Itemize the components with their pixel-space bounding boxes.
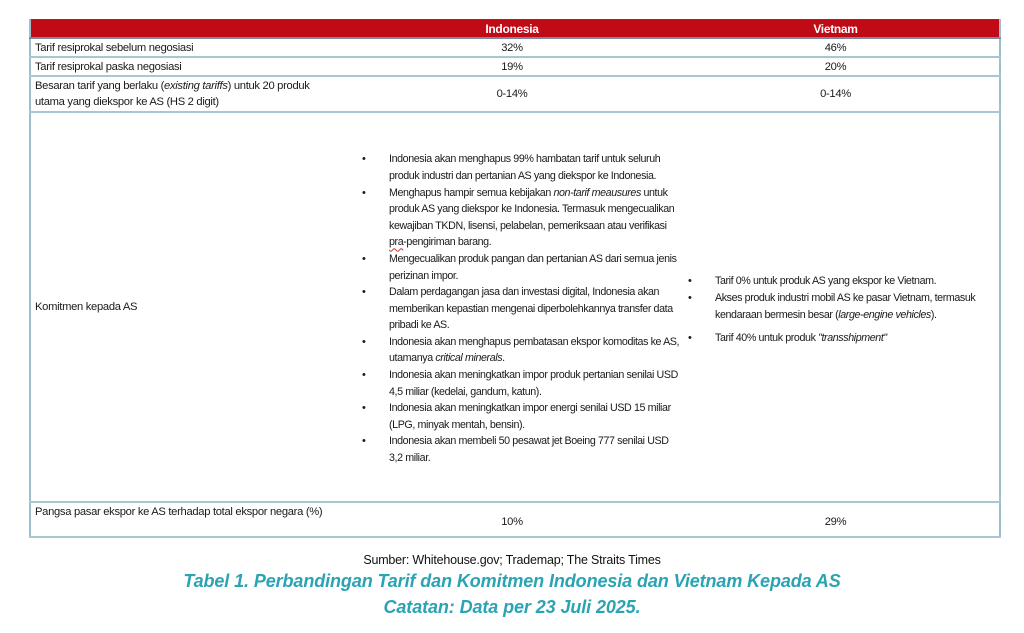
table-row-tariff-before — [30, 38, 1000, 57]
bullet-icon: • — [688, 332, 692, 345]
header-vietnam: Vietnam — [672, 20, 1000, 39]
comparison-table-container — [29, 19, 999, 538]
header-label-cell — [30, 20, 352, 39]
vietnam-commitments-cell — [672, 112, 1000, 502]
list-item — [362, 185, 680, 251]
bullet-icon: • — [362, 335, 366, 348]
list-item-text: Menghapus hampir semua kebijakan — [389, 186, 554, 199]
vietnam-commitment-list — [688, 273, 988, 346]
indonesia-commitment-list — [362, 151, 680, 466]
row-label: Tarif resiprokal paska negosiasi — [30, 57, 352, 76]
row-label-part: Besaran tarif yang berlaku ( — [35, 80, 165, 92]
list-item — [362, 151, 680, 184]
list-item-text: Tarif 0% untuk produk AS yang ekspor ke Vietnam. — [715, 275, 937, 288]
row-label: Komitmen kepada AS — [30, 112, 352, 502]
list-item-emphasis: non-tarif meausures — [553, 186, 641, 199]
bullet-icon: • — [362, 435, 366, 448]
row-label-part: ) untuk 20 produk — [227, 80, 310, 92]
vietnam-value: 46% — [672, 38, 1000, 57]
list-item-text: Indonesia akan menghapus 99% hambatan tarif untuk seluruh produk industri dan pertanian AS yang diekspor ke Indonesia. — [389, 153, 661, 182]
list-item-text: Mengecualikan produk pangan dan pertanian AS dari semua jenis perizinan impor. — [389, 252, 677, 282]
bullet-icon: • — [362, 186, 366, 199]
table-row-existing-tariffs — [30, 76, 1000, 112]
list-item-text: untuk produk AS yang diekspor ke Indonesia. Termasuk mengecualikan kewajiban TKDN, lisensi, pelabelan, pemeriksaan atau verifikasi — [389, 186, 675, 232]
vietnam-value: 20% — [672, 57, 1000, 76]
list-item — [362, 251, 680, 284]
tariff-comparison-table — [29, 19, 1001, 538]
list-item-text: Indonesia akan meningkatkan impor produk pertanian senilai USD 4,5 miliar (kedelai, gandum, katun). — [389, 369, 678, 398]
list-item — [362, 367, 680, 400]
indonesia-value: 32% — [352, 38, 672, 57]
row-label: Tarif resiprokal sebelum negosiasi — [30, 38, 352, 57]
list-item — [362, 400, 680, 433]
bullet-icon: • — [688, 291, 692, 304]
bullet-icon: • — [362, 369, 366, 382]
table-row-market-share — [30, 502, 1000, 537]
list-item-text: Indonesia akan meningkatkan impor energi senilai USD 15 miliar (LPG, minyak mentah, bensin). — [389, 402, 671, 431]
list-item-text: Akses produk industri mobil AS ke pasar Vietnam, termasuk kendaraan bermesin besar ( — [715, 291, 976, 321]
table-row-tariff-after — [30, 57, 1000, 76]
list-item-text: -pengiriman barang. — [403, 236, 492, 249]
bullet-icon: • — [362, 153, 366, 166]
list-item-emphasis: large-engine vehicles — [838, 308, 931, 321]
row-label-emphasis: existing tariffs — [164, 80, 228, 92]
indonesia-commitments-cell — [352, 112, 680, 502]
row-label — [30, 76, 352, 112]
table-header-row — [30, 20, 1000, 39]
list-item-text: Dalam perdagangan jasa dan investasi digital, Indonesia akan memberikan kepastian mengenai diperbolehkannya transfer data pribadi ke AS. — [389, 286, 673, 332]
indonesia-value: 0-14% — [352, 76, 672, 112]
list-item-emphasis: critical minerals — [435, 352, 503, 365]
list-item-text: Indonesia akan menghapus pembatasan ekspor komoditas ke AS, utamanya — [389, 335, 680, 365]
caption-note: Catatan: Data per 23 Juli 2025. — [383, 597, 641, 617]
vietnam-value: 29% — [672, 502, 1000, 537]
indonesia-value: 10% — [352, 502, 672, 537]
bullet-icon: • — [362, 286, 366, 299]
list-item — [688, 290, 988, 323]
spellcheck-underlined-word: pra — [389, 236, 404, 249]
table-row-commitment — [30, 112, 1000, 502]
list-item — [362, 284, 680, 334]
bullet-icon: • — [362, 252, 366, 265]
row-label: Pangsa pasar ekspor ke AS terhadap total ekspor negara (%) — [30, 502, 352, 537]
list-item-text: . — [502, 352, 505, 365]
list-item — [362, 334, 680, 367]
row-label-line2: utama yang diekspor ke AS (HS 2 digit) — [35, 96, 219, 108]
header-indonesia: Indonesia — [352, 20, 672, 39]
bullet-icon: • — [688, 275, 692, 288]
list-item — [362, 433, 680, 466]
list-item-text: Tarif 40% untuk produk — [715, 332, 819, 345]
caption-source: Sumber: Whitehouse.gov; Trademap; The Straits Times — [363, 553, 661, 567]
indonesia-value: 19% — [352, 57, 672, 76]
caption-title: Tabel 1. Perbandingan Tarif dan Komitmen Indonesia dan Vietnam Kepada AS — [183, 571, 841, 591]
list-item — [688, 273, 988, 290]
bullet-icon: • — [362, 402, 366, 415]
list-item-text: Indonesia akan membeli 50 pesawat jet Boeing 777 senilai USD 3,2 miliar. — [389, 435, 669, 465]
list-item-text: ). — [930, 308, 937, 321]
vietnam-value: 0-14% — [672, 76, 1000, 112]
list-item-emphasis: "transshipment" — [818, 332, 887, 345]
list-item — [688, 330, 988, 347]
